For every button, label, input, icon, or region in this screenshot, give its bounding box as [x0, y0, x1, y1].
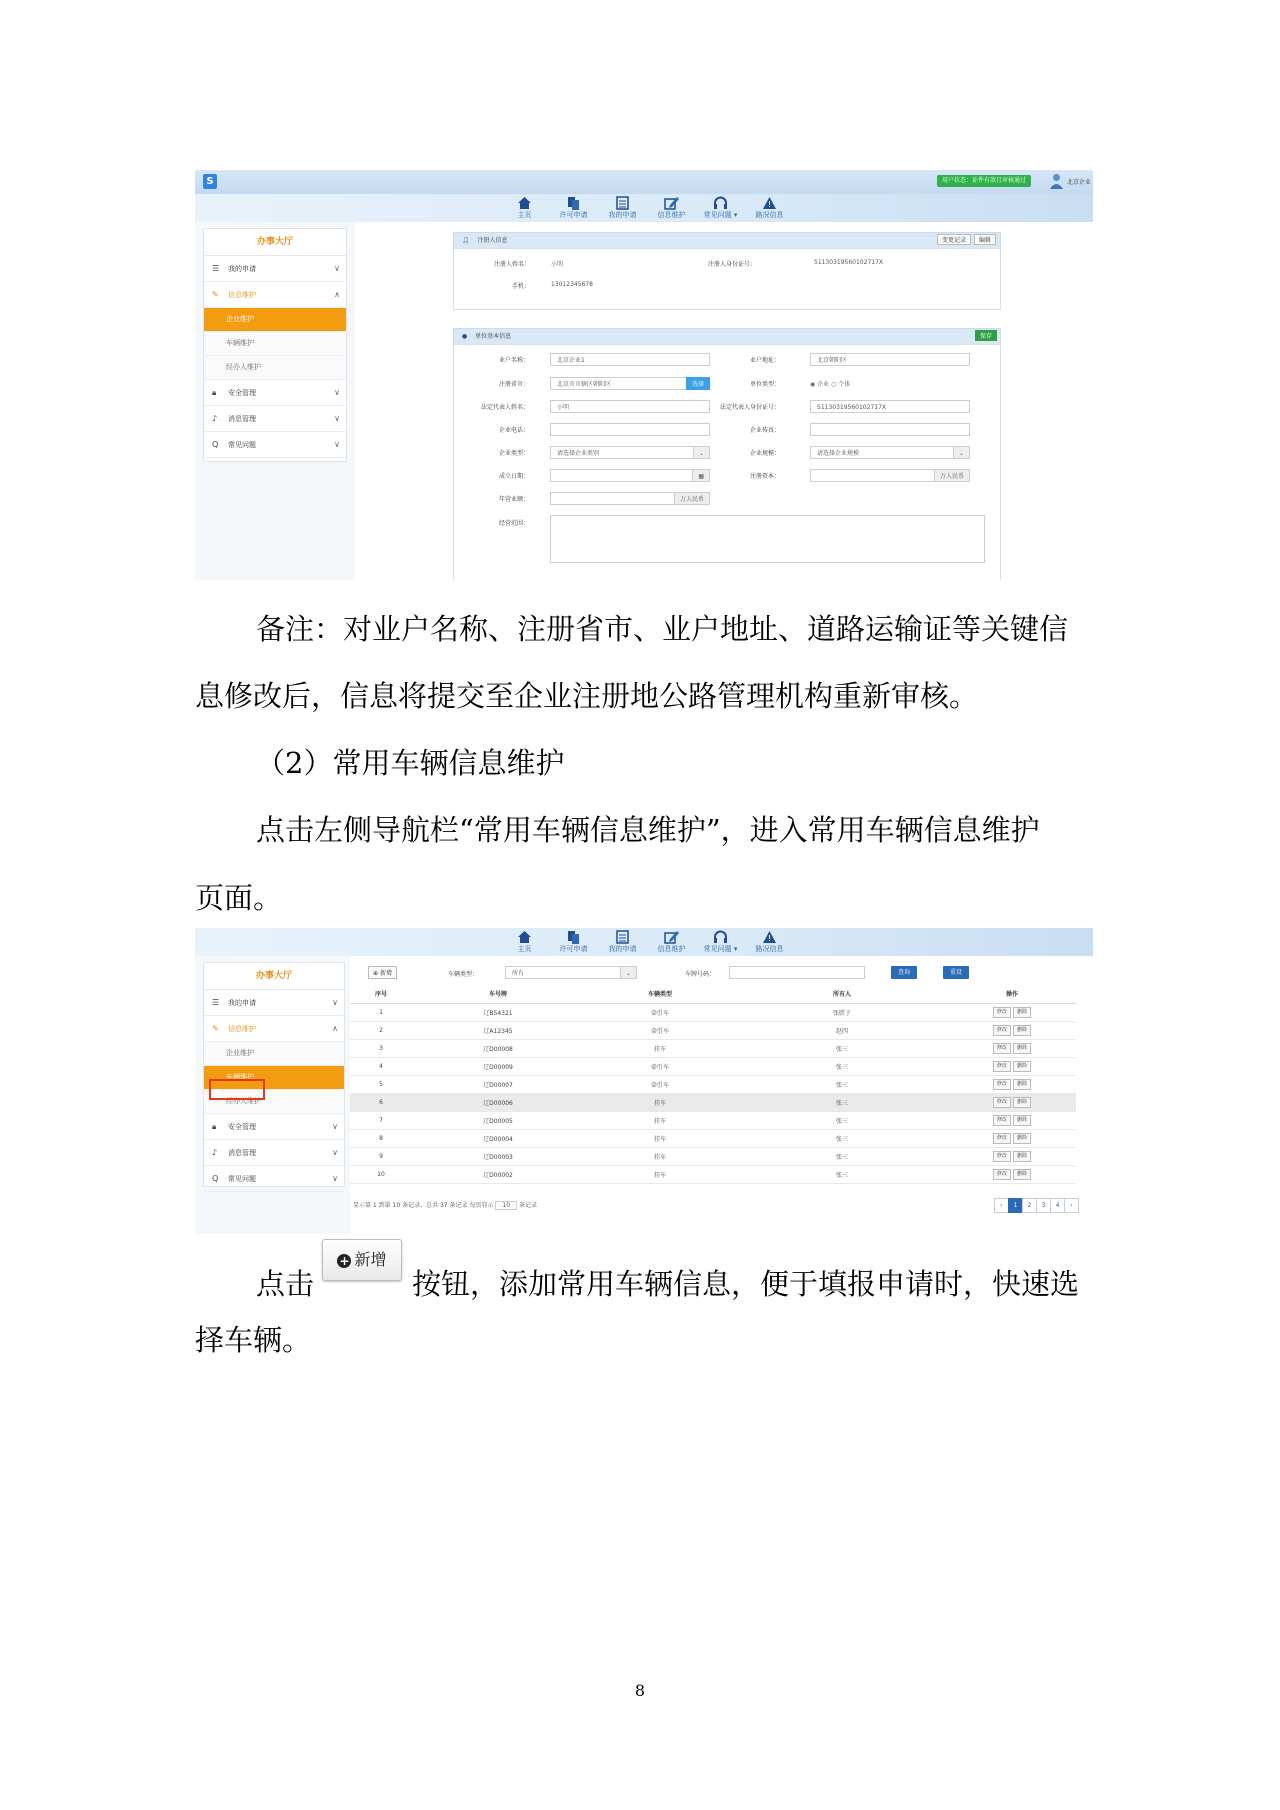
sidebar-sub-vehicle[interactable]: 车辆维护 — [204, 332, 346, 356]
sidebar-item-security[interactable]: 🔒︎ 安全管理 ∨ — [204, 380, 346, 406]
edit-row-button[interactable]: 修改 — [993, 1007, 1011, 1018]
sidebar-item-faq[interactable]: Q 常见问题 ∨ — [204, 432, 346, 458]
table-cell: 5 — [350, 1076, 412, 1094]
fax-input[interactable] — [810, 423, 970, 436]
home-icon — [500, 196, 549, 211]
edit-row-button[interactable]: 修改 — [993, 1061, 1011, 1072]
table-cell: 赵四 — [736, 1022, 948, 1040]
table-cell-ops — [948, 1148, 1076, 1166]
table-cell: 牵引车 — [584, 1004, 736, 1022]
edit-icon — [647, 930, 696, 945]
app-logo: S — [203, 174, 217, 189]
delete-row-button[interactable]: 删除 — [1013, 1079, 1031, 1090]
table-cell-ops — [948, 1166, 1076, 1184]
pagination-info: 显示第 1 到第 10 条记录，总共 37 条记录 每页显示 10 条记录 — [353, 1202, 537, 1209]
chevron-down-icon: ⌄ — [693, 446, 710, 459]
kind-select[interactable]: 请选择企业类别 ⌄ — [550, 446, 710, 459]
wrench-icon: ✎ — [212, 1024, 219, 1033]
table-cell: 辽D00004 — [412, 1130, 584, 1148]
col-plate: 车号牌 — [412, 984, 584, 1004]
registrant-header: 👤︎ 注册人信息 变更记录 编辑 — [453, 232, 1001, 249]
table-cell: 挂车 — [584, 1040, 736, 1058]
nav-road-info[interactable]: 路况信息 — [745, 928, 794, 956]
page-number: 8 — [634, 1681, 646, 1700]
sidebar — [195, 222, 355, 580]
sidebar-sub-enterprise[interactable]: 企业维护 — [204, 1042, 344, 1066]
top-bar — [195, 170, 1093, 194]
delete-row-button[interactable]: 删除 — [1013, 1115, 1031, 1126]
delete-row-button[interactable]: 删除 — [1013, 1043, 1031, 1054]
table-cell: 8 — [350, 1130, 412, 1148]
table-cell: 张三 — [736, 1040, 948, 1058]
nav-permit-apply[interactable]: 许可申请 — [549, 928, 598, 956]
table-cell: 挂车 — [584, 1166, 736, 1184]
chevron-down-icon: ⌄ — [620, 966, 637, 979]
edit-row-button[interactable]: 修改 — [993, 1151, 1011, 1162]
scale-select[interactable]: 请选择企业规模 ⌄ — [810, 446, 970, 459]
sidebar-item-my-apply[interactable]: ☰ 我的申请 ∨ — [204, 990, 344, 1016]
list-icon: ☰ — [212, 998, 220, 1007]
delete-row-button[interactable]: 删除 — [1013, 1151, 1031, 1162]
user-status-badge: 用户状态：证件有效且审核通过 — [937, 175, 1031, 187]
table-header-row — [350, 984, 1076, 1004]
sidebar-item-faq[interactable]: Q 常见问题 ∨ — [204, 1166, 344, 1192]
edit-row-button[interactable]: 修改 — [993, 1097, 1011, 1108]
table-cell: 辽D00002 — [412, 1166, 584, 1184]
main-nav — [195, 928, 1093, 956]
sidebar-sub-agent[interactable]: 经办人维护 — [204, 356, 346, 380]
table-cell: 牵引车 — [584, 1058, 736, 1076]
radio-individual[interactable]: ○ — [831, 381, 837, 388]
vehicle-type-select[interactable]: 所有 ⌄ — [505, 966, 637, 979]
bell-icon: ♪ — [212, 1148, 218, 1157]
table-cell-ops — [948, 1076, 1076, 1094]
screenshot-vehicle-list: 主页 许可申请 我的申请 信息维护 常见问题 ▾ 路况信息 办事大厅 ☰ 我的申请 ∨ ✎ 信息维护 ∧ 企业维护 车辆维护 经办人维护 🔒︎ 安全管理 ∨ ♪ 消息管理 ∨ Q 常见问题 ∨ ⊕ 新增 车辆类型： 所有 ⌄ 车牌号码： 查询 重设 序号 车号牌 车辆类型 所有人 操作 1 辽B54321 牵引车 张胖子 修改 删除 2 辽A12345 牵引车 赵四 修改 删除 3 辽D00008 挂车 张三 修改 删除 4 辽D00009 牵引车 张三 修改 删除 5 辽D00007 牵引车 张三 修改 删除 6 辽D00006 挂车 张三 修改 删除 7 辽D00005 挂车 张三 修改 删除 8 辽D00004 挂车 张三 修改 删除 9 辽D00003 挂车 张三 修改 删除 10 辽D00002 挂车 张三 修改 删除 显示第 1 到第 10 条记录，总共 37 条记录 每页显示 10 条记录 ‹ 1 2 3 4 › — [195, 928, 1093, 1234]
table-cell-ops — [948, 1040, 1076, 1058]
date-input[interactable] — [550, 469, 710, 482]
table-cell: 辽D00008 — [412, 1040, 584, 1058]
table-row — [350, 1022, 1076, 1040]
reset-button[interactable]: 重设 — [943, 966, 969, 979]
edit-row-button[interactable]: 修改 — [993, 1079, 1011, 1090]
screenshot-enterprise-info — [195, 170, 1093, 580]
nav-home[interactable]: 主页 — [500, 194, 549, 222]
user-icon: 👤︎ — [462, 237, 470, 244]
sidebar-sub-vehicle[interactable]: 车辆维护 — [204, 1066, 344, 1090]
address-input[interactable]: 北京朝阳区 — [810, 353, 970, 366]
sidebar-title: 办事大厅 — [204, 229, 346, 256]
table-cell: 张三 — [736, 1148, 948, 1166]
table-cell: 张三 — [736, 1058, 948, 1076]
plus-circle-icon: + — [339, 1253, 350, 1268]
wrench-icon: ✎ — [212, 290, 219, 299]
table-cell-ops — [948, 1022, 1076, 1040]
nav-info-maintain[interactable]: 信息维护 — [647, 194, 696, 222]
change-log-button[interactable]: 变更记录 — [937, 234, 971, 245]
table-cell: 6 — [350, 1094, 412, 1112]
radio-enterprise[interactable]: ◉ — [810, 381, 816, 388]
sidebar-item-message[interactable]: ♪ 消息管理 ∨ — [204, 1140, 344, 1166]
search-icon: Q — [212, 1174, 219, 1183]
table-cell: 张三 — [736, 1112, 948, 1130]
tel-input[interactable] — [550, 423, 710, 436]
delete-row-button[interactable]: 删除 — [1013, 1061, 1031, 1072]
edit-button[interactable]: 编辑 — [974, 234, 996, 245]
edit-row-button[interactable]: 修改 — [993, 1169, 1011, 1180]
sidebar-sub-enterprise[interactable]: 企业维护 — [204, 308, 346, 332]
table-cell: 辽D00003 — [412, 1148, 584, 1166]
table-cell: 辽D00006 — [412, 1094, 584, 1112]
sidebar-sub-agent[interactable]: 经办人维护 — [204, 1090, 344, 1114]
capital-input[interactable]: 万人民币 — [810, 469, 970, 482]
list-icon — [598, 930, 647, 945]
edit-row-button[interactable]: 修改 — [993, 1133, 1011, 1144]
sidebar — [195, 956, 350, 1234]
table-cell: 1 — [350, 1004, 412, 1022]
add-button-illustration: + 新增 — [322, 1239, 402, 1281]
list-icon: ☰ — [212, 264, 220, 273]
table-cell: 牵引车 — [584, 1076, 736, 1094]
list-icon — [598, 196, 647, 211]
registrant-box: 注册人姓名： 小明 注册人身份证号： 51130319560102717X 手机： 13012345678 — [453, 248, 1001, 310]
save-button[interactable]: 保存 — [975, 330, 997, 341]
headphones-icon — [696, 930, 745, 945]
delete-row-button[interactable]: 删除 — [1013, 1097, 1031, 1108]
edit-row-button[interactable]: 修改 — [993, 1043, 1011, 1054]
documents-icon — [549, 196, 598, 211]
delete-row-button[interactable]: 删除 — [1013, 1169, 1031, 1180]
table-row — [350, 1076, 1076, 1094]
home-icon — [500, 930, 549, 945]
nav-road-info[interactable]: 路况信息 — [745, 194, 794, 222]
info-icon: ● — [462, 333, 468, 340]
table-cell: 张三 — [736, 1094, 948, 1112]
warning-icon — [745, 196, 794, 211]
legal-id-input[interactable]: 51130319560102717X — [810, 400, 970, 413]
scope-textarea[interactable] — [550, 515, 985, 563]
pagination — [995, 1198, 1079, 1213]
select-province-button[interactable]: 选择 — [686, 377, 710, 390]
table-row — [350, 1112, 1076, 1130]
province-input[interactable]: 北京市市辖区朝阳区 选择 — [550, 377, 710, 390]
col-type: 车辆类型 — [584, 984, 736, 1004]
table-cell: 牵引车 — [584, 1022, 736, 1040]
table-cell: 辽A12345 — [412, 1022, 584, 1040]
page-next[interactable]: › — [1064, 1198, 1079, 1213]
table-cell-ops — [948, 1058, 1076, 1076]
sidebar-item-security[interactable]: 🔒︎ 安全管理 ∨ — [204, 1114, 344, 1140]
table-cell: 张三 — [736, 1076, 948, 1094]
table-cell: 辽D00009 — [412, 1058, 584, 1076]
table-cell-ops — [948, 1094, 1076, 1112]
plate-input[interactable] — [729, 966, 865, 979]
nav-faq[interactable]: 常见问题 ▾ — [696, 194, 745, 222]
name-input[interactable]: 北京企业1 — [550, 353, 710, 366]
nav-my-apply[interactable]: 我的申请 — [598, 928, 647, 956]
page-size-select[interactable]: 10 — [495, 1201, 517, 1210]
search-icon: Q — [212, 440, 219, 449]
page-4[interactable]: 4 — [1050, 1198, 1065, 1213]
edit-row-button[interactable]: 修改 — [993, 1025, 1011, 1036]
table-row — [350, 1130, 1076, 1148]
col-index: 序号 — [350, 984, 412, 1004]
nav-instruction-line-2: 页面。 — [195, 881, 283, 915]
main-nav — [195, 194, 1093, 222]
query-button[interactable]: 查询 — [891, 966, 917, 979]
click-text-pre: 点击 — [256, 1267, 315, 1301]
table-row — [350, 1166, 1076, 1184]
sidebar-item-info-maintain[interactable]: ✎ 信息维护 ∧ — [204, 282, 346, 308]
highlight-frame — [209, 1079, 265, 1100]
add-button[interactable]: ⊕ 新增 — [368, 966, 397, 979]
user-avatar-icon[interactable] — [1050, 173, 1063, 189]
nav-my-apply[interactable]: 我的申请 — [598, 194, 647, 222]
nav-faq[interactable]: 常见问题 ▾ — [696, 928, 745, 956]
page-prev[interactable]: ‹ — [994, 1198, 1009, 1213]
nav-home[interactable]: 主页 — [500, 928, 549, 956]
nav-permit-apply[interactable]: 许可申请 — [549, 194, 598, 222]
click-text-line-2: 择车辆。 — [195, 1323, 312, 1357]
table-row — [350, 1040, 1076, 1058]
unit-box: 业户名称： 北京企业1 业户地址： 北京朝阳区 注册省市： 北京市市辖区朝阳区 选择 单位类型： ◉ 企业 ○ 个体 法定代表人姓名： 小明 法定代表人身份证号： 51130319560102717X 企业电话： 企业传真： 企业类型： 请选择企业类别 ⌄ 企业规模： 请选择企业规模 ⌄ 成立日期： ▦ 注册资本： 万人民币 年营业额： 万人民币 经营范围： — [453, 344, 1001, 580]
table-cell: 挂车 — [584, 1148, 736, 1166]
section-heading: （2）常用车辆信息维护 — [256, 746, 565, 780]
table-cell: 7 — [350, 1112, 412, 1130]
table-cell: 辽D00005 — [412, 1112, 584, 1130]
legal-name-input[interactable]: 小明 — [550, 400, 710, 413]
delete-row-button[interactable]: 删除 — [1013, 1025, 1031, 1036]
table-row — [350, 1094, 1076, 1112]
edit-row-button[interactable]: 修改 — [993, 1115, 1011, 1126]
sidebar-item-info-maintain[interactable]: ✎ 信息维护 ∧ — [204, 1016, 344, 1042]
lock-icon: 🔒︎ — [212, 1122, 217, 1131]
plus-circle-icon: ⊕ — [373, 970, 379, 977]
sidebar-item-my-apply[interactable]: ☰ 我的申请 ∨ — [204, 256, 346, 282]
delete-row-button[interactable]: 删除 — [1013, 1007, 1031, 1018]
col-ops: 操作 — [948, 984, 1076, 1004]
edit-icon — [647, 196, 696, 211]
table-cell-ops — [948, 1112, 1076, 1130]
table-cell: 2 — [350, 1022, 412, 1040]
nav-instruction-line-1: 点击左侧导航栏“常用车辆信息维护”，进入常用车辆信息维护 — [256, 813, 1040, 847]
table-cell: 10 — [350, 1166, 412, 1184]
revenue-input[interactable]: 万人民币 — [550, 492, 710, 505]
table-cell: 辽D00007 — [412, 1076, 584, 1094]
documents-icon — [549, 930, 598, 945]
delete-row-button[interactable]: 删除 — [1013, 1133, 1031, 1144]
table-cell: 张三 — [736, 1130, 948, 1148]
bell-icon: ♪ — [212, 414, 218, 423]
page-2[interactable]: 2 — [1022, 1198, 1037, 1213]
note-line-2: 息修改后，信息将提交至企业注册地公路管理机构重新审核。 — [195, 679, 979, 713]
table-cell-ops — [948, 1130, 1076, 1148]
nav-info-maintain[interactable]: 信息维护 — [647, 928, 696, 956]
lock-icon: 🔒︎ — [212, 388, 217, 397]
table-cell: 挂车 — [584, 1112, 736, 1130]
vehicle-table — [350, 984, 1076, 1184]
table-row — [350, 1148, 1076, 1166]
warning-icon — [745, 930, 794, 945]
calendar-icon[interactable]: ▦ — [692, 469, 710, 482]
note-line-1: 备注：对业户名称、注册省市、业户地址、道路运输证等关键信 — [256, 612, 1069, 646]
table-cell: 辽B54321 — [412, 1004, 584, 1022]
table-cell: 张三 — [736, 1166, 948, 1184]
click-text-post: 按钮，添加常用车辆信息，便于填报申请时，快速选 — [412, 1267, 1080, 1301]
chevron-down-icon: ⌄ — [953, 446, 970, 459]
table-row — [350, 1058, 1076, 1076]
table-row — [350, 1004, 1076, 1022]
user-name[interactable]: 北京企业 — [1067, 179, 1092, 186]
sidebar-item-message[interactable]: ♪ 消息管理 ∨ — [204, 406, 346, 432]
page-1[interactable]: 1 — [1008, 1198, 1023, 1213]
headphones-icon — [696, 196, 745, 211]
table-cell: 张胖子 — [736, 1004, 948, 1022]
col-owner: 所有人 — [736, 984, 948, 1004]
table-cell: 挂车 — [584, 1130, 736, 1148]
table-cell-ops — [948, 1004, 1076, 1022]
unit-header: ● 单位基本信息 保存 — [453, 328, 1001, 345]
page-3[interactable]: 3 — [1036, 1198, 1051, 1213]
table-cell: 挂车 — [584, 1094, 736, 1112]
table-cell: 4 — [350, 1058, 412, 1076]
sidebar-title: 办事大厅 — [204, 963, 344, 990]
table-cell: 9 — [350, 1148, 412, 1166]
table-cell: 3 — [350, 1040, 412, 1058]
